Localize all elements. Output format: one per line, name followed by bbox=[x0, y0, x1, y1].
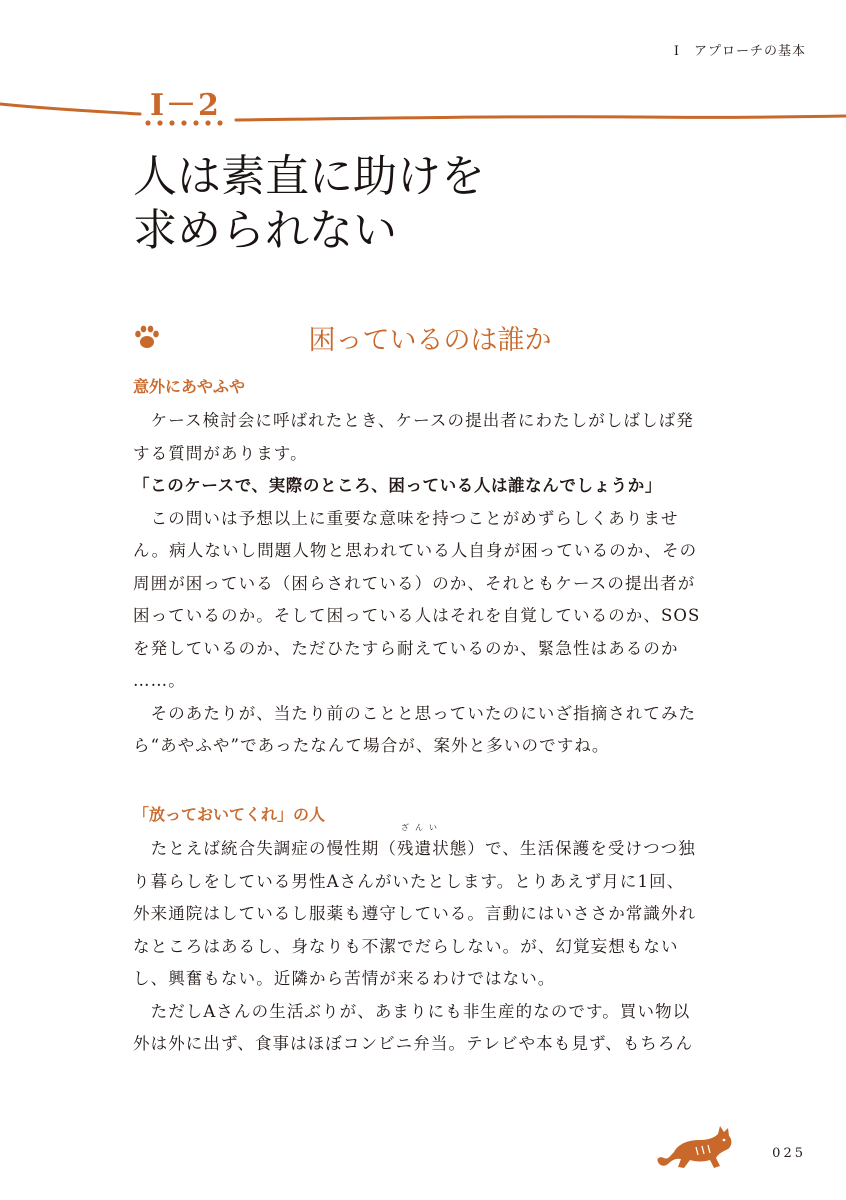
body-text bbox=[133, 823, 753, 1061]
page-number: 025 bbox=[772, 1146, 806, 1161]
chapter-title-line: 求められない bbox=[133, 205, 397, 256]
ruby-base: 残遺状態 bbox=[397, 839, 468, 858]
text-line: 困っているのか。そして困っている人はそれを自覚しているのか、SOS bbox=[133, 606, 701, 625]
text-line: ら“あやふや”であったなんて場合が、案外と多いのですね。 bbox=[133, 736, 610, 755]
chapter-divider bbox=[0, 88, 846, 138]
text-line: 周囲が困っている（困らされている）のか、それともケースの提出者が bbox=[133, 573, 696, 593]
text-line: ただしAさんの生活ぶりが、あまりにも非生産的なのです。買い物以 bbox=[133, 1001, 691, 1021]
text-line: する質問があります。 bbox=[133, 443, 308, 463]
text-line: そのあたりが、当たり前のことと思っていたのにいざ指摘されてみた bbox=[133, 703, 697, 723]
ruby-word bbox=[397, 823, 468, 866]
furigana: ざんい bbox=[401, 823, 443, 832]
text-line: ケース検討会に呼ばれたとき、ケースの提出者にわたしがしばしば発 bbox=[133, 411, 694, 430]
text-segment: たとえば統合失調症の慢性期（ bbox=[133, 839, 397, 858]
text-line: ん。病人ないし問題人物と思われている人自身が困っているのか、その bbox=[133, 541, 698, 560]
body-text bbox=[133, 405, 753, 763]
text-line: ……。 bbox=[133, 671, 186, 690]
quote-line: 「このケースで、実際のところ、困っている人は誰なんでしょうか」 bbox=[133, 476, 662, 495]
text-segment: ）で、生活保護を受けつつ独 bbox=[467, 839, 696, 858]
text-line: なところはあるし、身なりも不潔でだらしない。が、幻覚妄想もない bbox=[133, 936, 679, 956]
text-line: り暮らしをしている男性Aさんがいたとします。とりあえず月に1回、 bbox=[133, 871, 685, 891]
cat-icon bbox=[654, 1122, 736, 1172]
subsection-heading: 意外にあやふや bbox=[133, 377, 246, 396]
text-line: を発しているのか、ただひたすら耐えているのか、緊急性はあるのか bbox=[133, 638, 679, 658]
running-header: I アプローチの基本 bbox=[673, 44, 806, 59]
chapter-title bbox=[133, 150, 485, 258]
text-line: 外来通院はしているし服薬も遵守している。言動にはいささか常識外れ bbox=[133, 904, 697, 923]
paw-icon bbox=[133, 323, 161, 351]
section-title: 困っているのは誰か bbox=[308, 325, 552, 356]
subsection-heading: 「放っておいてくれ」の人 bbox=[133, 805, 326, 824]
chapter-number: I－2 bbox=[150, 88, 221, 123]
text-line: し、興奮もない。近隣から苦情が来るわけではない。 bbox=[133, 969, 556, 988]
text-line bbox=[133, 823, 753, 866]
text-line: この問いは予想以上に重要な意味を持つことがめずらしくありませ bbox=[133, 508, 679, 528]
text-line: 外は外に出ず、食事はほぼコンビニ弁当。テレビや本も見ず、もちろん bbox=[133, 1034, 694, 1053]
chapter-title-line: 人は素直に助けを bbox=[133, 151, 485, 202]
